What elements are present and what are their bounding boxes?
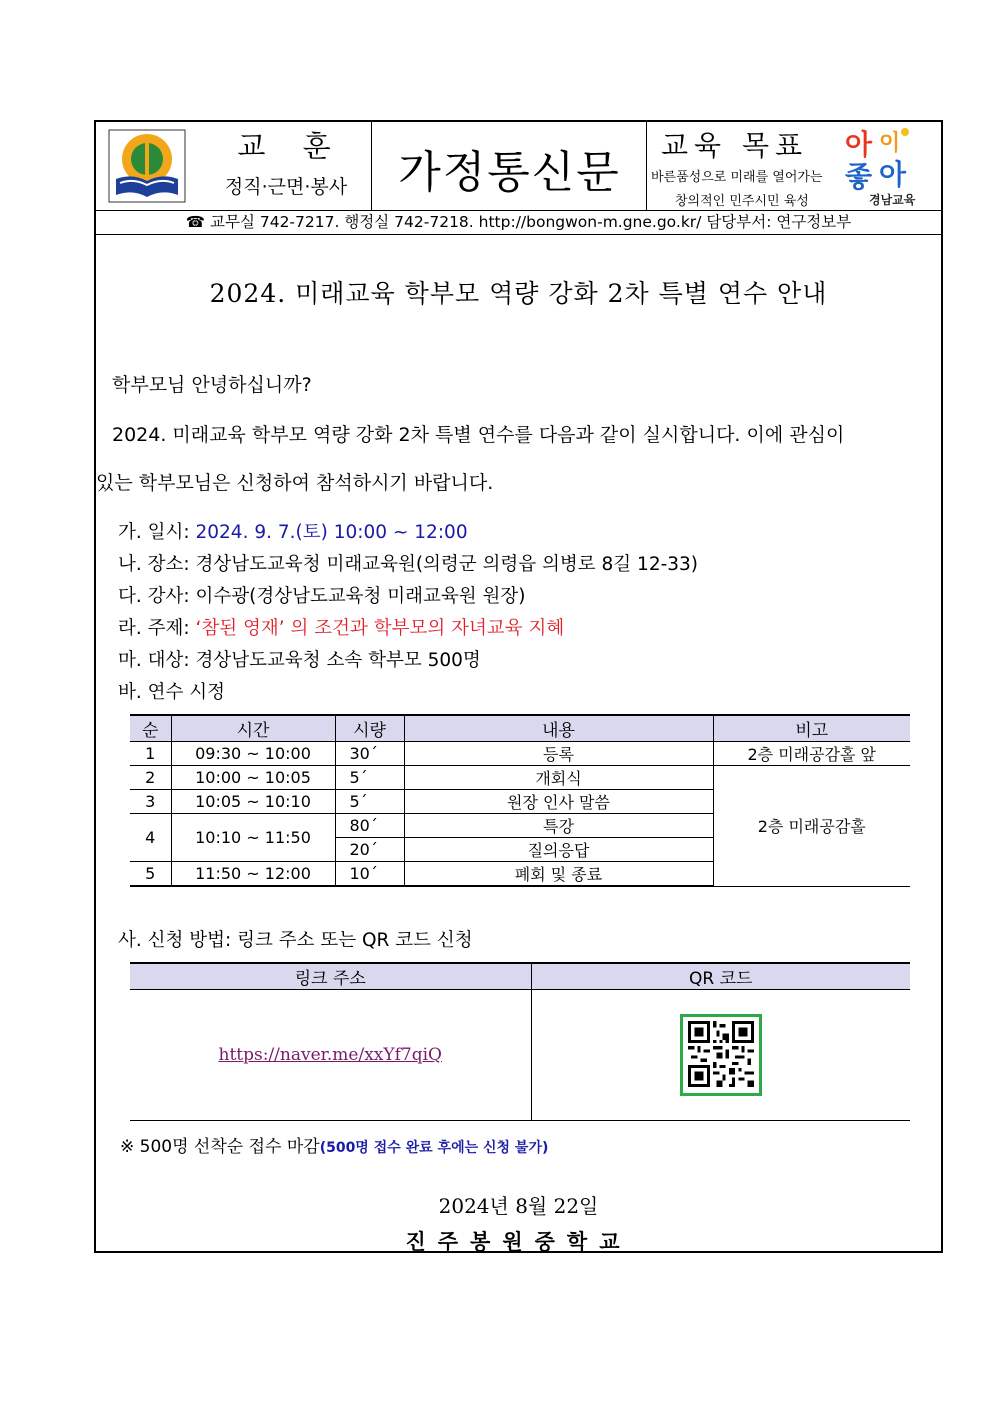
item-apply: 사. 신청 방법: 링크 주소 또는 QR 코드 신청: [118, 930, 473, 951]
paper-title: 가정통신문: [398, 147, 621, 198]
cell-time: 11:50 ~ 12:00: [171, 862, 335, 887]
item-speaker-label: 다. 강사:: [118, 586, 196, 607]
cell-no: 1: [130, 742, 171, 766]
col-header: 순: [130, 715, 171, 742]
table-row: [130, 990, 910, 1121]
cell-time: 10:05 ~ 10:10: [171, 790, 335, 814]
svg-text:좋: 좋: [845, 160, 873, 193]
note-prefix: ※ 500명 선착순 접수 마감: [120, 1137, 320, 1157]
intro-line-2: 있는 학부모님은 신청하여 참석하시기 바랍니다.: [96, 472, 494, 494]
svg-text:아: 아: [845, 128, 873, 161]
cell-note: 2층 미래공감홀 앞: [713, 742, 910, 766]
application-note: [120, 1132, 548, 1157]
table-row: [130, 742, 910, 766]
motto-title: 교 훈: [237, 129, 345, 163]
apply-table: [130, 962, 910, 1121]
svg-text:아: 아: [879, 158, 907, 191]
item-date: [118, 518, 468, 544]
cell-no: 5: [130, 862, 171, 887]
col-header: 시량: [335, 715, 404, 742]
item-speaker: [118, 582, 526, 608]
note-suffix: (500명 접수 완료 후에는 신청 불가): [319, 1140, 549, 1156]
letterhead: [96, 122, 941, 211]
qr-cell: [531, 990, 910, 1121]
col-header: 비고: [713, 715, 910, 742]
item-schedule: 바. 연수 시정: [118, 682, 225, 703]
cell-no: 3: [130, 790, 171, 814]
goal-title: 교육 목표: [661, 129, 809, 162]
greeting: 학부모님 안녕하십니까?: [112, 374, 312, 396]
cell-content: 특강: [404, 814, 713, 838]
goal-line-2: 창의적인 민주시민 육성: [675, 194, 809, 209]
cell-duration: 10´: [335, 862, 404, 887]
cell-duration: 80´: [335, 814, 404, 838]
svg-text:경남교육: 경남교육: [869, 193, 916, 207]
item-topic: [118, 614, 564, 640]
item-place: 나. 장소: 경상남도교육청 미래교육원(의령군 의령읍 의병로 8길 12-33): [118, 554, 699, 575]
school-motto: 정직·근면·봉사: [224, 176, 348, 198]
col-header: QR 코드: [531, 963, 910, 990]
cell-no: 2: [130, 766, 171, 790]
cell-duration: 5´: [335, 766, 404, 790]
cell-content: 원장 인사 말씀: [404, 790, 713, 814]
link-cell: [130, 990, 531, 1121]
cell-content: 질의응답: [404, 838, 713, 862]
cell-time: 10:00 ~ 10:05: [171, 766, 335, 790]
cell-duration: 5´: [335, 790, 404, 814]
cell-no: 4: [130, 814, 171, 862]
notice-title: 2024. 미래교육 학부모 역량 강화 2차 특별 연수 안내: [209, 279, 828, 308]
goal-cell: [647, 122, 941, 210]
school-name: 진주봉원중학교: [405, 1229, 632, 1254]
item-topic-value: ‘참된 영재’ 의 조건과 학부모의 자녀교육 지혜: [195, 618, 565, 639]
cell-duration: 30´: [335, 742, 404, 766]
registration-link[interactable]: https://naver.me/xxYf7qiQ: [218, 1045, 442, 1065]
issue-date: 2024년 8월 22일: [438, 1194, 599, 1218]
cell-note-merged: 2층 미래공감홀: [713, 766, 910, 887]
cell-time: 10:10 ~ 11:50: [171, 814, 335, 862]
cell-duration: 20´: [335, 838, 404, 862]
contact-line: ☎ 교무실 742-7217. 행정실 742-7218. http://bongwon-m.gne.go.kr/ 담당부서: 연구정보부: [96, 210, 941, 235]
goal-line-1: 바른품성으로 미래를 열어가는: [651, 170, 823, 185]
qr-code-icon[interactable]: [680, 1014, 762, 1096]
item-date-value: 2024. 9. 7.(토) 10:00 ~ 12:00: [195, 522, 468, 543]
notice-frame: [94, 120, 943, 1253]
col-header: 내용: [404, 715, 713, 742]
cell-content: 개회식: [404, 766, 713, 790]
col-header: 시간: [171, 715, 335, 742]
schedule-table: [130, 714, 910, 887]
schedule-header-row: [130, 715, 910, 742]
cell-content: 폐회 및 종료: [404, 862, 713, 887]
apply-header-row: [130, 963, 910, 990]
intro-line-1: 2024. 미래교육 학부모 역량 강화 2차 특별 연수를 다음과 같이 실시합니다. 이에 관심이: [112, 424, 845, 446]
cell-time: 09:30 ~ 10:00: [171, 742, 335, 766]
gyeongnam-education-logo-icon: [839, 124, 939, 208]
item-date-label: 가. 일시:: [118, 522, 196, 543]
item-target: 마. 대상: 경상남도교육청 소속 학부모 500명: [118, 650, 481, 671]
table-row: [130, 766, 910, 790]
motto-cell: [96, 122, 372, 210]
cell-content: 등록: [404, 742, 713, 766]
paper-title-cell: [372, 122, 647, 210]
item-topic-label: 라. 주제:: [118, 618, 196, 639]
school-emblem-icon: [108, 129, 186, 203]
col-header: 링크 주소: [130, 963, 531, 990]
svg-text:이: 이: [879, 131, 901, 156]
item-speaker-value: 이수광(경상남도교육청 미래교육원 원장): [195, 586, 526, 607]
